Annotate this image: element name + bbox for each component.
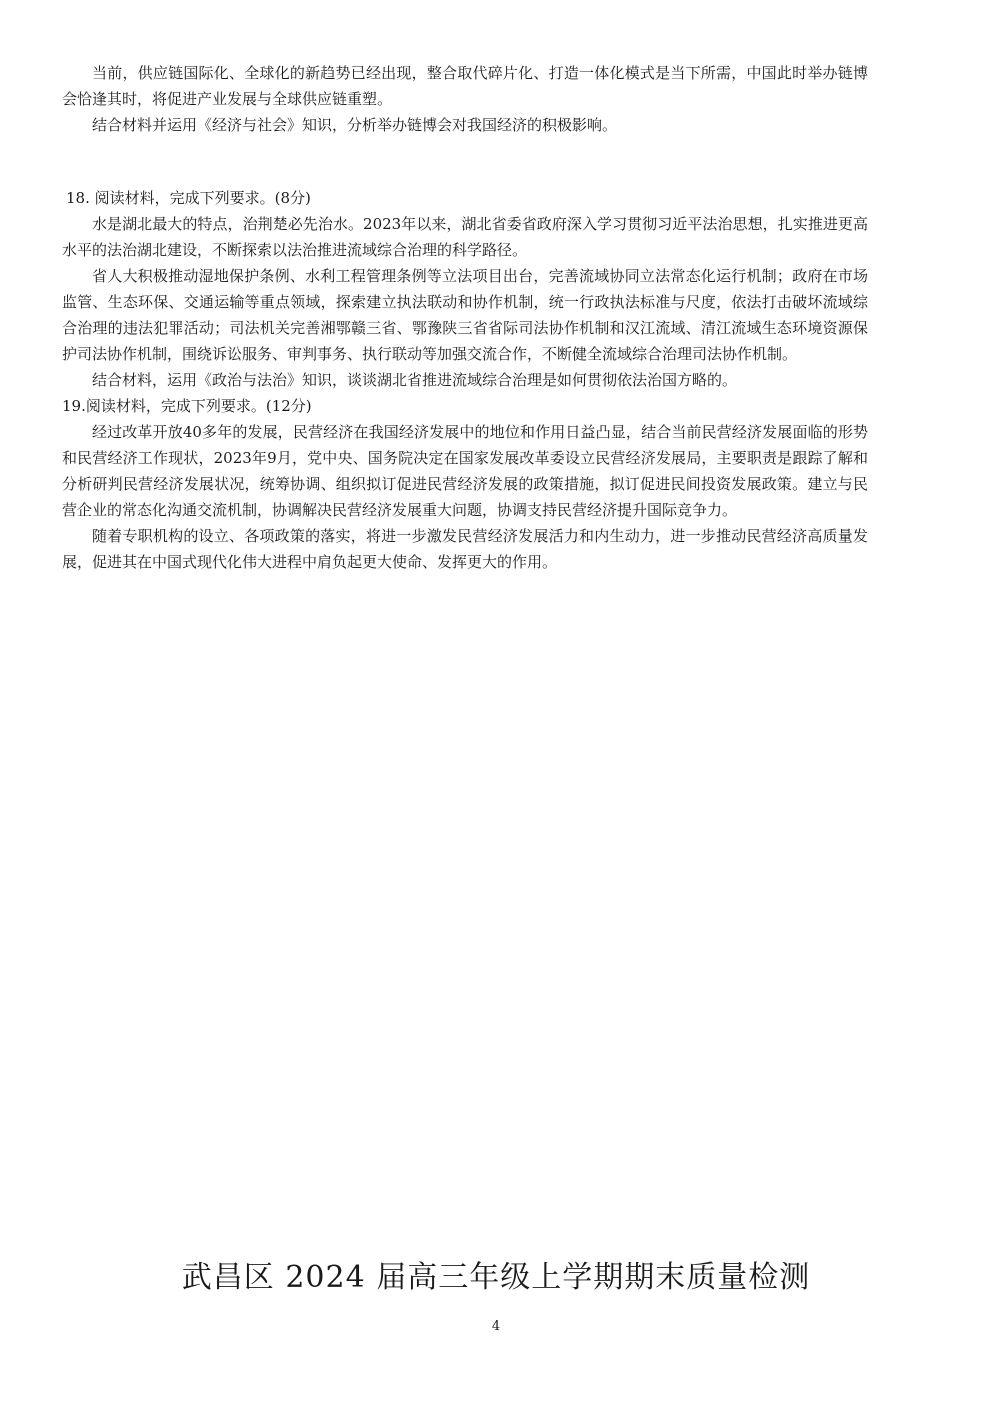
q18-prompt: 结合材料，运用《政治与法治》知识，谈谈湖北省推进流域综合治理是如何贯彻依法治国方略的。 — [92, 371, 738, 389]
q17-prompt: 结合材料并运用《经济与社会》知识，分析举办链博会对我国经济的积极影响。 — [92, 116, 618, 134]
q18-material-paragraph-1: 水是湖北最大的特点，治荆楚必先治水。2023年以来，湖北省委省政府深入学习贯彻习近平法治思想，扎实推进更高水平的法治湖北建设，不断探索以法治推进流域综合治理的科学路径。 — [62, 215, 868, 259]
exam-footer-title: 武昌区 2024 届高三年级上学期期末质量检测 — [181, 1260, 811, 1295]
exam-page-body — [62, 60, 868, 575]
q19-material-paragraph-1: 经过改革开放40多年的发展，民营经济在我国经济发展中的地位和作用日益凸显，结合当前民营经济发展面临的形势和民营经济工作现状，2023年9月，党中央、国务院决定在国家发展改革委设立民营经济发展局，主要职责是跟踪了解和分析研判民营经济发展状况，统筹协调、组织拟订促进民营经济发展的政策措施，拟订促进民间投资发展政策。建立与民营企业的常态化沟通交流机制，协调解决民营经济发展重大问题，协调支持民营经济提升国际竞争力。 — [62, 423, 868, 519]
q18-heading: 18. 阅读材料，完成下列要求。(8分) — [66, 189, 311, 207]
q19-material-paragraph-2: 随着专职机构的设立、各项政策的落实，将进一步激发民营经济发展活力和内生动力，进一步推动民营经济高质量发展，促进其在中国式现代化伟大进程中肩负起更大使命、发挥更大的作用。 — [62, 527, 868, 571]
q19-heading: 19.阅读材料，完成下列要求。(12分) — [62, 397, 312, 415]
q17-material-paragraph: 当前，供应链国际化、全球化的新趋势已经出现，整合取代碎片化、打造一体化模式是当下所需，中国此时举办链博会恰逢其时，将促进产业发展与全球供应链重塑。 — [62, 64, 868, 108]
q18-material-paragraph-2: 省人大积极推动湿地保护条例、水利工程管理条例等立法项目出台，完善流域协同立法常态化运行机制；政府在市场监管、生态环保、交通运输等重点领域，探索建立执法联动和协作机制，统一行政执法标准与尺度，依法打击破坏流域综合治理的违法犯罪活动；司法机关完善湘鄂赣三省、鄂豫陕三省省际司法协作机制和汉江流域、清江流域生态环境资源保护司法协作机制，围绕诉讼服务、审判事务、执行联动等加强交流合作，不断健全流域综合治理司法协作机制。 — [62, 267, 868, 363]
page-number: 4 — [491, 1319, 501, 1334]
